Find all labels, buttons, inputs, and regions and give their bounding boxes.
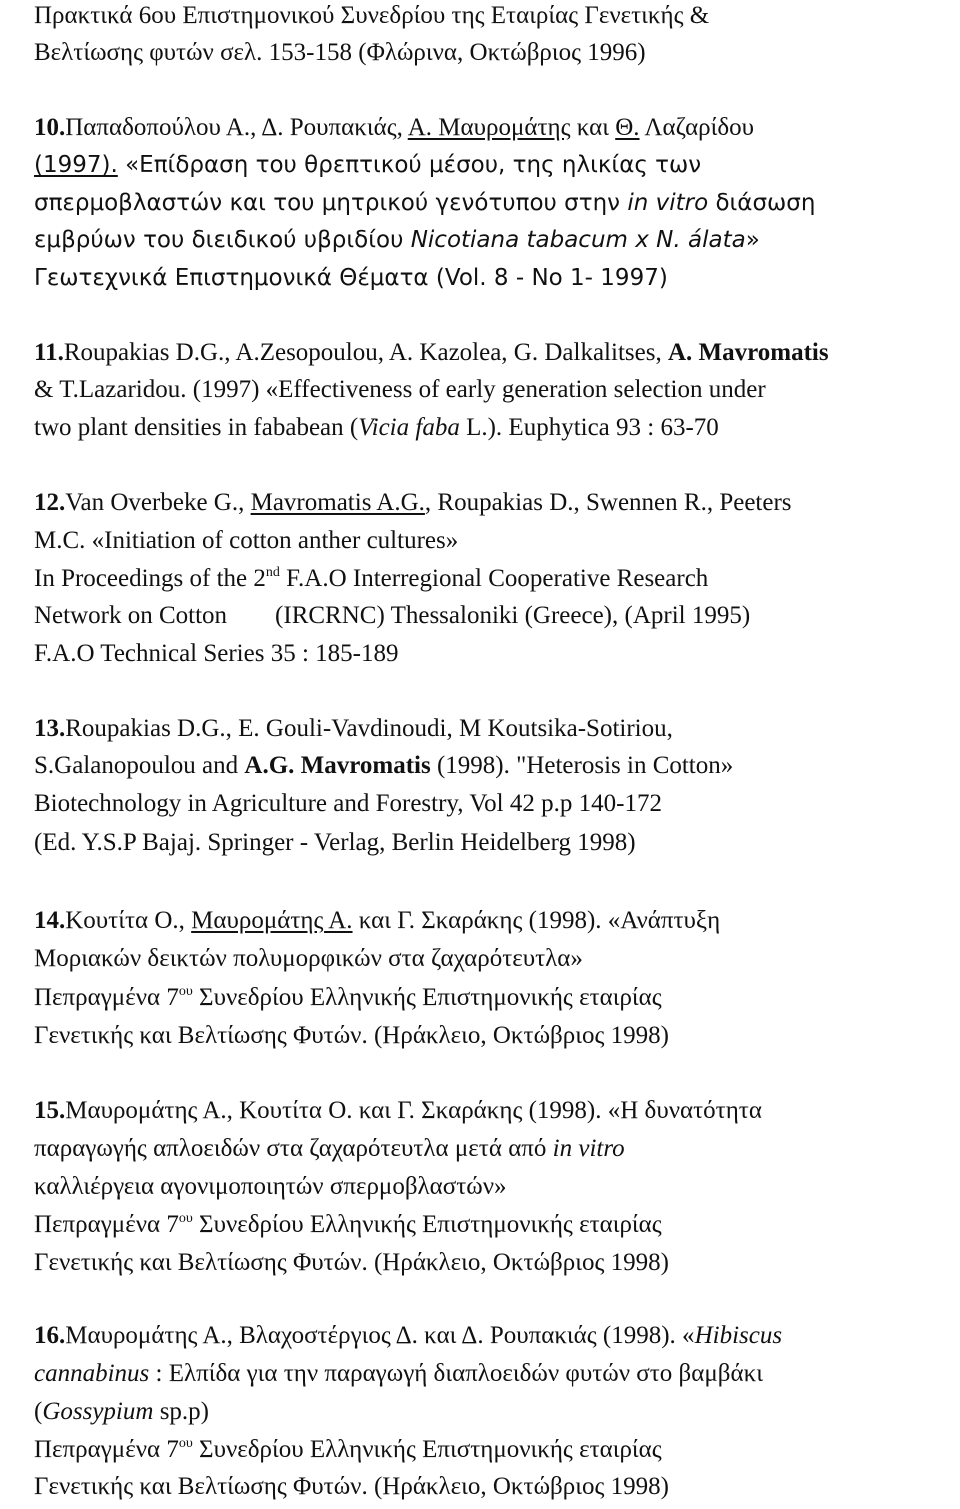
reference-10-line-1 [34, 113, 754, 143]
reference-13-line-1 [34, 714, 673, 744]
reference-15-line-2 [34, 1134, 625, 1164]
ref14-superscript: ου [178, 984, 193, 999]
reference-14-line-2: Μοριακών δεικτών πολυμορφικών στα ζαχαρότευτλα» [34, 945, 583, 972]
ref13-author-mavromatis: A.G. Mavromatis [244, 752, 431, 779]
ref10-title-part1: «Επίδραση του θρεπτικού μέσου, της ηλικίας των [125, 152, 702, 178]
reference-11-line-1 [34, 338, 829, 368]
ref10-author-mavromatis: Α. Μαυρομάτης [407, 114, 571, 141]
ref16-title: : Ελπίδα για την παραγωγή διαπλοειδών φυτών στο βαμβάκι [155, 1360, 763, 1387]
reference-16-line-5: Γενετικής και Βελτίωσης Φυτών. (Ηράκλειο, Οκτώβριος 1998) [34, 1473, 669, 1500]
reference-12-line-4 [34, 601, 750, 631]
ref10-conjunction: και [576, 114, 609, 141]
reference-15-line-3: καλλιέργεια αγονιμοποιητών σπερμοβλαστών» [34, 1173, 507, 1200]
reference-12-line-5: F.A.O Technical Series 35 : 185-189 [34, 640, 399, 667]
ref13-title: (1998). "Heterosis in Cotton» [436, 752, 734, 779]
reference-10-line-3 [34, 188, 815, 218]
reference-15-line-1 [34, 1096, 762, 1126]
ref12-superscript: nd [265, 565, 280, 580]
ref10-title-part4: εμβρύων του διειδικού υβριδίου [34, 227, 404, 253]
ref12-authors-rest: , Roupakias D., Swennen R., Peeters [424, 489, 792, 516]
ref10-title-part2: σπερμοβλαστών και του μητρικού γενότυπου στην [34, 190, 620, 216]
ref16-genus: Hibiscus [694, 1322, 783, 1349]
ref14-society: Συνεδρίου Ελληνικής Επιστημονικής εταιρίας [199, 984, 662, 1011]
reference-10-line-2 [34, 150, 701, 180]
reference-13-line-4: (Ed. Y.S.P Bajaj. Springer - Verlag, Berlin Heidelberg 1998) [34, 829, 636, 856]
ref15-proceedings: Πεπραγμένα 7 [34, 1211, 179, 1238]
ref11-title: (1997) «Effectiveness of early generation selection under [192, 376, 766, 403]
reference-14-line-4: Γενετικής και Βελτίωσης Φυτών. (Ηράκλειο, Οκτώβριος 1998) [34, 1022, 669, 1049]
ref15-society: Συνεδρίου Ελληνικής Επιστημονικής εταιρίας [199, 1211, 662, 1238]
ref15-superscript: ου [178, 1211, 193, 1226]
ref16-spp: sp.p) [159, 1398, 209, 1425]
ref12-network: Network on Cotton [34, 602, 228, 629]
reference-11-line-3 [34, 413, 719, 443]
reference-10-line-5: Γεωτεχνικά Επιστημονικά Θέματα (Vol. 8 - No 1- 1997) [34, 265, 668, 291]
ref16-authors: Μαυρομάτης Α., Βλαχοστέργιος Δ. και Δ. Ρουπακιάς (1998). « [65, 1322, 695, 1349]
ref14-author-koutita: Κουτίτα Ο., [65, 907, 185, 934]
intro-line-2: Βελτίωσης φυτών σελ. 153-158 (Φλώρινα, Οκτώβριος 1996) [34, 39, 646, 66]
intro-line-1: Πρακτικά 6ου Επιστημονικού Συνεδρίου της Εταιρίας Γενετικής & [34, 2, 710, 29]
reference-15-line-4 [34, 1210, 662, 1240]
ref15-title-part2: παραγωγής απλοειδών στα ζαχαρότευτλα μετά από [34, 1135, 547, 1162]
ref10-title-close: » [745, 227, 760, 253]
reference-10-line-4 [34, 225, 760, 255]
ref10-author-lazaridou: Λαζαρίδου [644, 114, 755, 141]
ref13-authors: Roupakias D.G., E. Gouli-Vavdinoudi, M Koutsika-Sotiriou, [65, 715, 673, 742]
ref16-superscript: ου [178, 1436, 193, 1451]
ref12-author-mavromatis: Mavromatis A.G. [250, 489, 425, 516]
ref10-title-part3: διάσωση [715, 190, 816, 216]
reference-14-line-1 [34, 906, 720, 936]
ref12-location: (IRCRNC) Thessaloniki (Greece), (April 1995) [275, 602, 751, 629]
ref12-author-vanoverbeke: Van Overbeke G., [65, 489, 245, 516]
reference-15-line-5: Γενετικής και Βελτίωσης Φυτών. (Ηράκλειο, Οκτώβριος 1998) [34, 1249, 669, 1276]
ref12-fao: F.A.O Interregional Cooperative Research [286, 565, 709, 592]
ref14-title: και Γ. Σκαράκης (1998). «Ανάπτυξη [358, 907, 721, 934]
ref11-species: Vicia faba [358, 414, 460, 441]
reference-number: 10. [34, 114, 66, 141]
reference-16-line-3 [34, 1397, 209, 1427]
ref11-journal: L.). Euphytica 93 : 63-70 [466, 414, 719, 441]
reference-number: 13. [34, 715, 66, 742]
ref10-authors-part1: Παπαδοπούλου Α., Δ. Ρουπακιάς, [65, 114, 403, 141]
ref11-author-mavromatis: A. Mavromatis [667, 339, 829, 366]
ref16-gossypium: Gossypium [42, 1398, 154, 1425]
reference-number: 14. [34, 907, 66, 934]
ref11-author-lazaridou: & T.Lazaridou. [34, 376, 187, 403]
ref16-society: Συνεδρίου Ελληνικής Επιστημονικής εταιρίας [199, 1436, 662, 1463]
ref16-species: cannabinus [34, 1360, 150, 1387]
ref16-proceedings: Πεπραγμένα 7 [34, 1436, 179, 1463]
ref14-proceedings: Πεπραγμένα 7 [34, 984, 179, 1011]
ref10-species: Nicotiana tabacum x N. álata [410, 227, 746, 253]
ref15-in-vitro: in vitro [552, 1135, 625, 1162]
reference-13-line-2 [34, 751, 733, 781]
ref11-authors: Roupakias D.G., A.Zesopoulou, A. Kazolea, G. Dalkalitses, [63, 339, 662, 366]
reference-11-line-2 [34, 375, 766, 405]
reference-number: 12. [34, 489, 66, 516]
ref16-paren: ( [34, 1398, 43, 1425]
ref13-author-galanopoulou: S.Galanopoulou and [34, 752, 239, 779]
reference-12-line-1 [34, 488, 792, 518]
reference-12-line-3 [34, 564, 708, 594]
reference-14-line-3 [34, 983, 662, 1013]
ref10-author-initial: Θ. [615, 114, 640, 141]
ref12-proceedings: In Proceedings of the 2 [34, 565, 266, 592]
reference-12-line-2: M.C. «Initiation of cotton anther cultures» [34, 527, 459, 554]
reference-16-line-1 [34, 1321, 782, 1351]
ref14-author-mavromatis: Μαυρομάτης Α. [191, 907, 353, 934]
ref15-authors-title: Μαυρομάτης Α., Κουτίτα Ο. και Γ. Σκαράκης (1998). «Η δυνατότητα [65, 1097, 762, 1124]
ref10-in-vitro: in vitro [627, 190, 709, 216]
reference-number: 15. [34, 1097, 66, 1124]
reference-13-line-3: Biotechnology in Agriculture and Forestry, Vol 42 p.p 140-172 [34, 790, 662, 817]
reference-16-line-2 [34, 1359, 763, 1389]
reference-number: 11. [34, 339, 64, 366]
reference-16-line-4 [34, 1435, 662, 1465]
reference-number: 16. [34, 1322, 66, 1349]
ref10-year: (1997). [34, 152, 118, 178]
ref11-title-part2: two plant densities in fababean ( [34, 414, 359, 441]
